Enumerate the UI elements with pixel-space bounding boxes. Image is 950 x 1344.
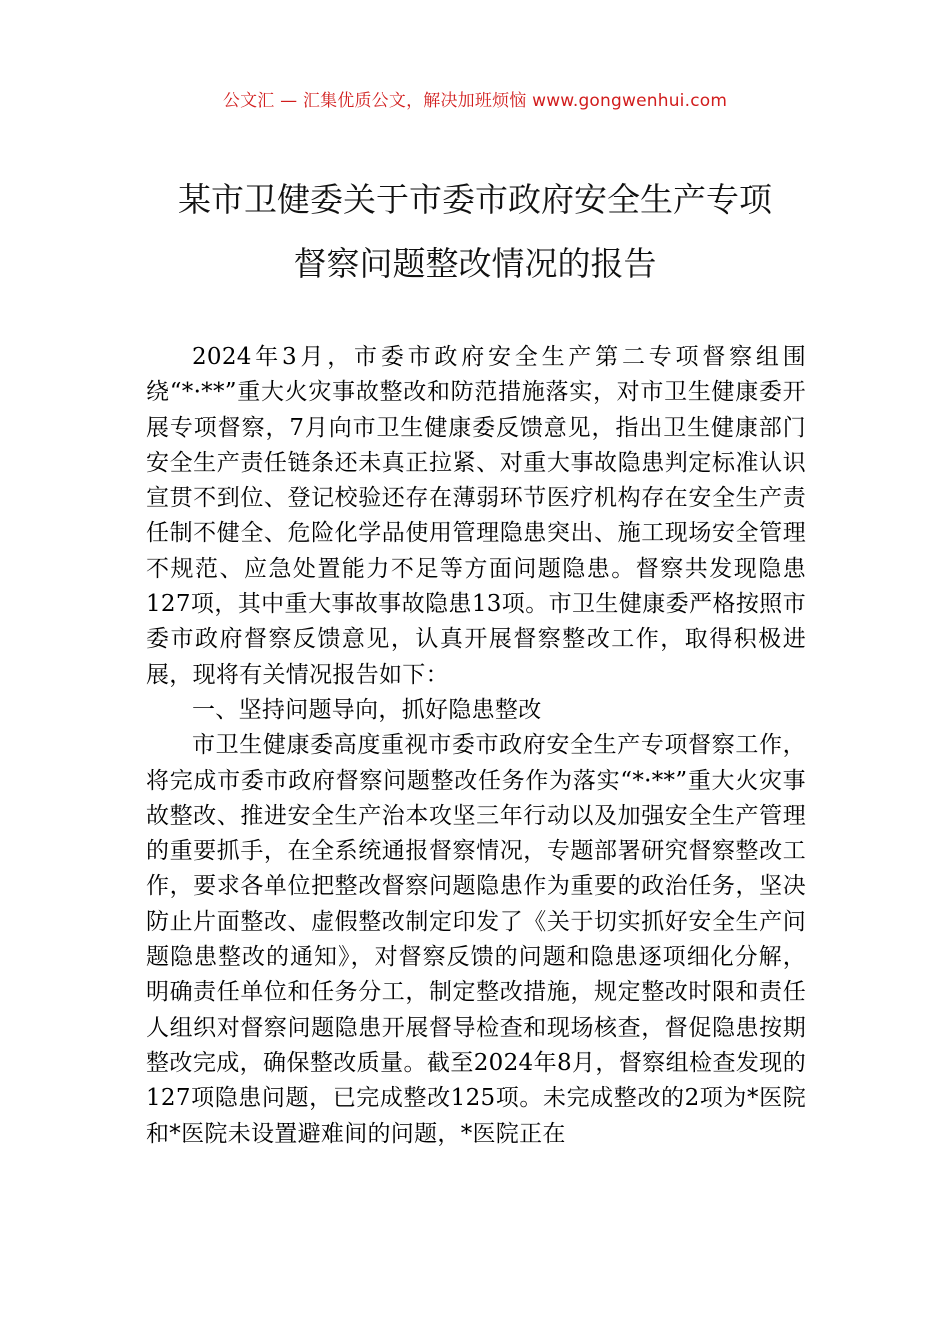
document-body [146,340,806,1152]
title-line-2: 督察问题整改情况的报告 [293,244,657,283]
section-1-paragraph: 市卫生健康委高度重视市委市政府安全生产专项督察工作，将完成市委市政府督察问题整改任务作为落实“*·**”重大火灾事故整改、推进安全生产治本攻坚三年行动以及加强安全生产管理的重要抓手，在全系统通报督察情况，专题部署研究督察整改工作，要求各单位把整改督察问题隐患作为重要的政治任务，坚决防止片面整改、虚假整改制定印发了《关于切实抓好安全生产问题隐患整改的通知》，对督察反馈的问题和隐患逐项细化分解，明确责任单位和任务分工，制定整改措施，规定整改时限和责任人组织对督察问题隐患开展督导检查和现场核查，督促隐患按期整改完成，确保整改质量。截至2024年8月，督察组检查发现的127项隐患问题，已完成整改125项。未完成整改的2项为*医院和*医院未设置避难间的问题，*医院正在 [146,732,806,1147]
document-title [0,168,950,296]
section-1-heading: 一、坚持问题导向，抓好隐患整改 [192,696,542,723]
intro-paragraph: 2024年3月，市委市政府安全生产第二专项督察组围绕“*·**”重大火灾事故整改和防范措施落实，对市卫生健康委开展专项督察，7月向市卫生健康委反馈意见，指出卫生健康部门安全生产责任链条还未真正拉紧、对重大事故隐患判定标准认识宣贯不到位、登记校验还存在薄弱环节医疗机构存在安全生产责任制不健全、危险化学品使用管理隐患突出、施工现场安全管理不规范、应急处置能力不足等方面问题隐患。督察共发现隐患127项，其中重大事故事故隐患13项。市卫生健康委严格按照市委市政府督察反馈意见，认真开展督察整改工作，取得积极进展，现将有关情况报告如下： [146,344,806,688]
header-banner: 公文汇 — 汇集优质公文，解决加班烦恼 www.gongwenhui.com [222,91,728,111]
title-line-1: 某市卫健委关于市委市政府安全生产专项 [178,180,772,219]
